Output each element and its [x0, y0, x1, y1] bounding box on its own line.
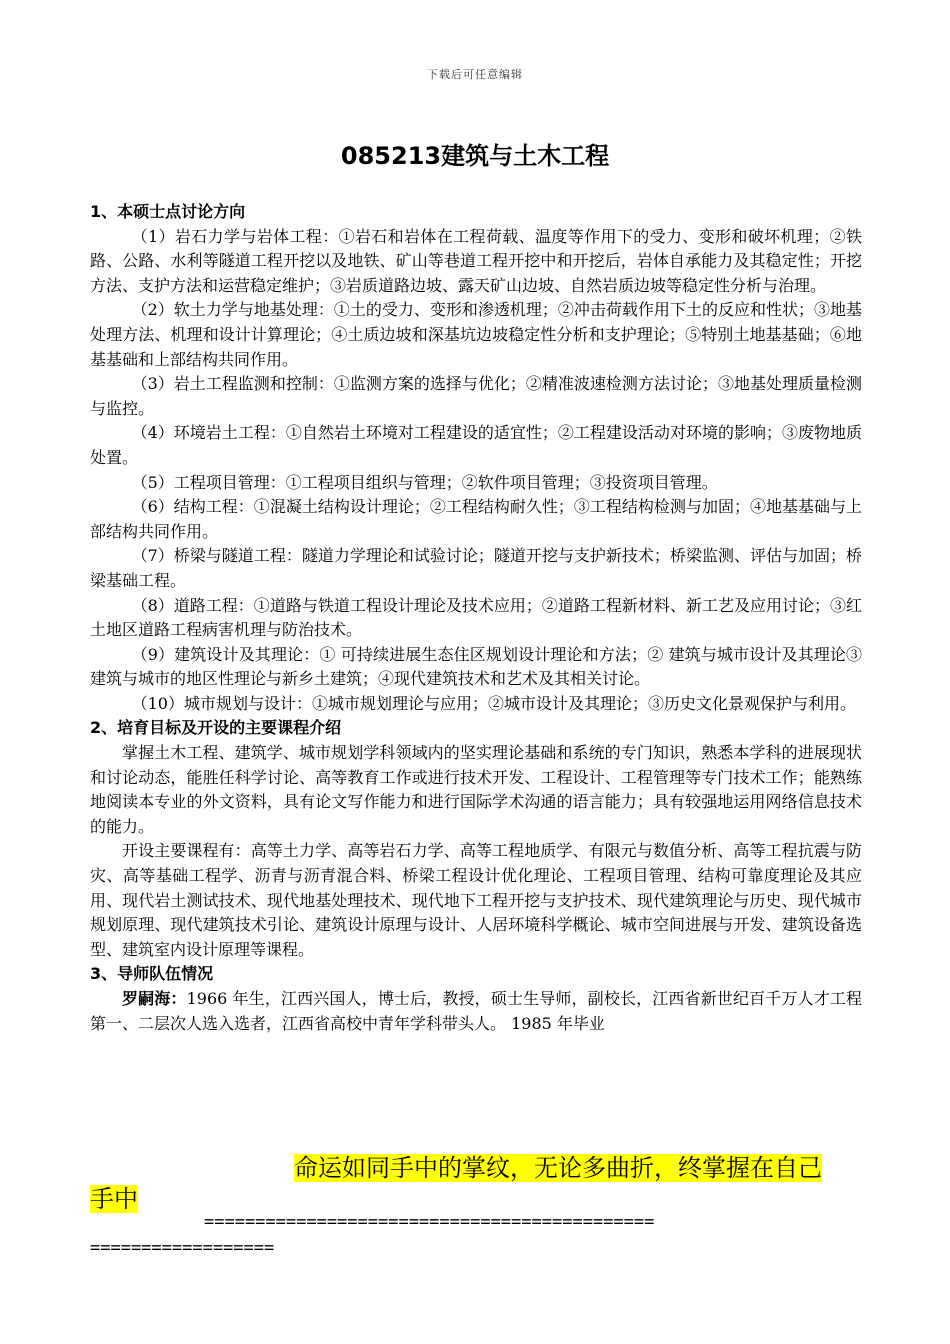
section-1-heading: 1、本硕士点讨论方向: [90, 202, 246, 221]
direction-item-3: （3）岩土工程监测和控制：①监测方案的选择与优化；②精准波速检测方法讨论；③地基处理质量检测与监控。: [90, 374, 862, 418]
direction-item-8: （8）道路工程：①道路与铁道工程设计理论及技术应用；②道路工程新材料、新工艺及应用讨论；③红土地区道路工程病害机理与防治技术。: [90, 595, 862, 640]
direction-item-2: （2）软土力学与地基处理：①土的受力、变形和渗透机理；②冲击荷载作用下土的反应和性状；③地基处理方法、机理和设计计算理论；④土质边坡和深基坑边坡稳定性分析和支护理论；⑤特别土地基基础；⑥地基基础和上部结构共同作用。: [90, 300, 862, 369]
separator-rule-1: ============================================: [204, 1212, 655, 1232]
direction-item-9: （9）建筑设计及其理论：① 可持续进展生态住区规划设计理论和方法；② 建筑与城市设计及其理论③ 建筑与城市的地区性理论与新乡土建筑；④现代建筑技术和艺术及其相关讨论。: [90, 644, 862, 689]
quote-line-1: 命运如同手中的掌纹，无论多曲折，终掌握在自己: [294, 1154, 822, 1182]
direction-item-7: （7）桥梁与隧道工程：隧道力学理论和试验讨论；隧道开挖与支护新技术；桥梁监测、评估与加固；桥梁基础工程。: [90, 546, 862, 590]
training-goal-paragraph: 掌握土木工程、建筑学、城市规划学科领域内的坚实理论基础和系统的专门知识，熟悉本学科的进展现状和讨论动态，能胜任科学讨论、高等教育工作或进行技术开发、工程设计、工程管理等专门技术工作；能熟练地阅读本专业的外文资料，具有论文写作能力和进行国际学术沟通的语言能力；具有较强地运用网络信息技术的能力。: [90, 743, 862, 836]
section-3-heading: 3、导师队伍情况: [90, 964, 214, 984]
mentor-bio: 1966 年生，江西兴国人，博士后，教授，硕士生导师，副校长，江西省新世纪百千万人才工程第一、二层次人选入选者，江西省高校中青年学科带头人。 1985 年毕业: [90, 989, 862, 1033]
direction-item-5: （5）工程项目管理：①工程项目组织与管理；②软件项目管理；③投资项目管理。: [131, 472, 718, 492]
section-2-heading: 2、培育目标及开设的主要课程介绍: [90, 718, 342, 738]
quote-block: [90, 1153, 862, 1215]
direction-item-1: （1）岩石力学与岩体工程：①岩石和岩体在工程荷载、温度等作用下的受力、变形和破坏机理；②铁路、公路、水利等隧道工程开挖以及地铁、矿山等巷道工程开挖中和开挖后，岩体自承能力及其稳定性；开挖方法、支护方法和运营稳定维护；③岩质道路边坡、露天矿山边坡、自然岩质边坡等稳定性分析与治理。: [90, 226, 862, 295]
courses-paragraph: 开设主要课程有：高等土力学、高等岩石力学、高等工程地质学、有限元与数值分析、高等工程抗震与防灾、高等基础工程学、沥青与沥青混合料、桥梁工程设计优化理论、工程项目管理、结构可靠度理论及其应用、现代岩土测试技术、现代地基处理技术、现代地下工程开挖与支护技术、现代建筑理论与历史、现代城市规划原理、现代建筑技术引论、建筑设计原理与设计、人居环境科学概论、城市空间进展与开发、建筑设备选型、建筑室内设计原理等课程。: [90, 841, 862, 959]
direction-item-10: （10）城市规划与设计：①城市规划理论与应用；②城市设计及其理论；③历史文化景观保护与利用。: [131, 693, 856, 713]
direction-item-4: （4）环境岩土工程：①自然岩土环境对工程建设的适宜性；②工程建设活动对环境的影响；③废物地质处置。: [90, 423, 862, 467]
mentor-name: 罗嗣海：: [122, 989, 187, 1008]
separator-rule-2: ==================: [90, 1238, 275, 1258]
document-title: 085213建筑与土木工程: [340, 142, 610, 170]
document-body: [90, 200, 862, 1036]
direction-item-6: （6）结构工程：①混凝土结构设计理论；②工程结构耐久性；③工程结构检测与加固；④地基基础与上部结构共同作用。: [90, 497, 862, 541]
header-note: 下载后可任意编辑: [427, 68, 523, 81]
mentor-paragraph: [90, 987, 862, 1036]
quote-line-2: 手中: [90, 1185, 138, 1213]
quote-line-1-wrap: [90, 1153, 862, 1184]
